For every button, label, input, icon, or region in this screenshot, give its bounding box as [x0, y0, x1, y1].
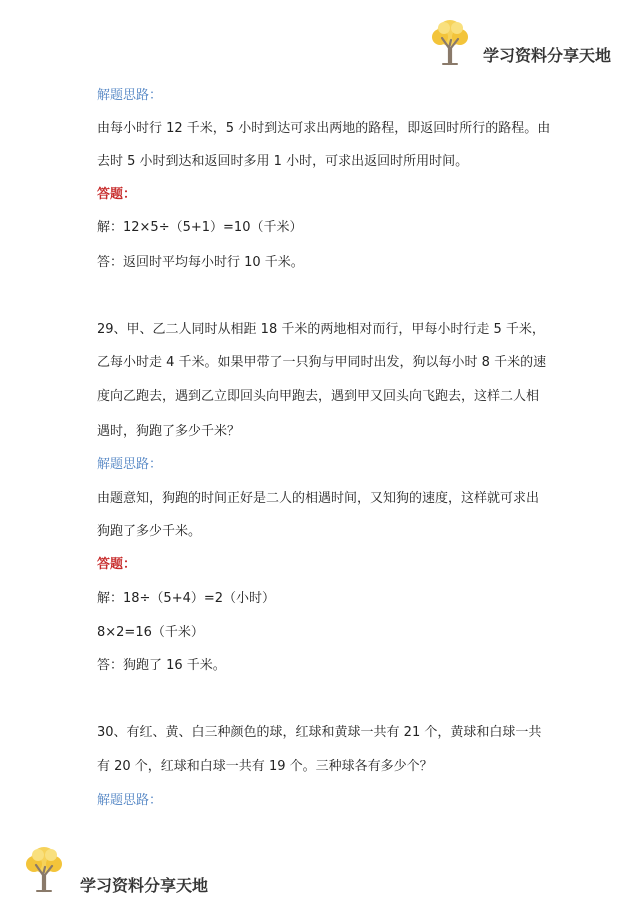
text-line: 由每小时行 12 千米，5 小时到达可求出两地的路程，即返回时所行的路程。由 — [97, 121, 551, 136]
text-line: 遇时，狗跑了多少千米？ — [97, 424, 241, 439]
text-line: 答：狗跑了 16 千米。 — [97, 658, 226, 673]
text-line: 8×2=16（千米） — [97, 625, 204, 640]
text-line: 有 20 个，红球和白球一共有 19 个。三种球各有多少个？ — [97, 759, 433, 774]
brand-name: 学习资料分享天地 — [483, 46, 612, 65]
answer-label: 答题： — [97, 557, 137, 572]
text-line: 乙每小时走 4 千米。如果甲带了一只狗与甲同时出发，狗以每小时 8 千米的速 — [97, 355, 547, 370]
hint-label: 解题思路： — [97, 457, 163, 472]
text-line: 解：18÷（5+4）=2（小时） — [97, 591, 276, 606]
text-line: 狗跑了多少千米。 — [97, 524, 202, 539]
text-line: 答：返回时平均每小时行 10 千米。 — [97, 255, 304, 270]
text-line: 29、甲、乙二人同时从相距 18 千米的两地相对而行，甲每小时行走 5 千米， — [97, 322, 545, 337]
text-line: 度向乙跑去，遇到乙立即回头向甲跑去，遇到甲又回头向飞跑去，这样二人相 — [97, 389, 540, 404]
text-line: 去时 5 小时到达和返回时多用 1 小时，可求出返回时所用时间。 — [97, 154, 469, 169]
tree-icon — [428, 18, 472, 66]
text-line: 由题意知，狗跑的时间正好是二人的相遇时间，又知狗的速度，这样就可求出 — [97, 491, 540, 506]
hint-label: 解题思路： — [97, 88, 163, 103]
tree-icon — [22, 845, 66, 893]
brand-name: 学习资料分享天地 — [80, 876, 209, 895]
text-line: 30、有红、黄、白三种颜色的球，红球和黄球一共有 21 个，黄球和白球一共 — [97, 725, 542, 740]
text-line: 解：12×5÷（5+1）=10（千米） — [97, 220, 303, 235]
answer-label: 答题： — [97, 187, 137, 202]
hint-label: 解题思路： — [97, 793, 163, 808]
